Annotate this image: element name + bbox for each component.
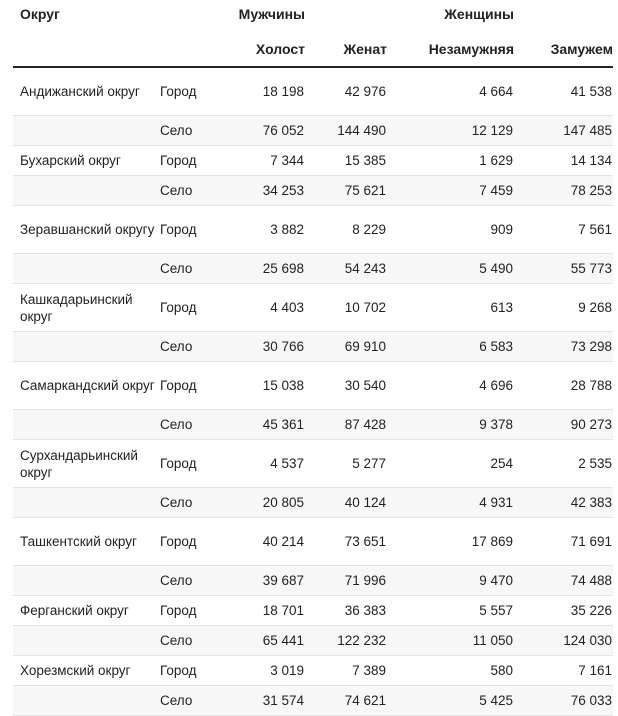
cell-single-women: 6 583 [387, 332, 514, 362]
cell-single-men: 4 537 [223, 440, 305, 488]
header-empty [305, 0, 387, 30]
table-header [13, 0, 613, 67]
cell-okrug: Бухарский округ [13, 146, 158, 176]
cell-married-women: 76 033 [514, 686, 613, 716]
table-row [13, 566, 613, 596]
cell-single-men: 34 253 [223, 176, 305, 206]
cell-married-men: 10 702 [305, 284, 387, 332]
table-row [13, 518, 613, 566]
cell-settlement-type: Село [158, 254, 223, 284]
cell-okrug [13, 566, 158, 596]
cell-settlement-type: Город [158, 518, 223, 566]
cell-married-women: 14 134 [514, 146, 613, 176]
cell-single-men: 25 698 [223, 254, 305, 284]
cell-okrug [13, 626, 158, 656]
cell-married-women: 124 030 [514, 626, 613, 656]
cell-married-women: 41 538 [514, 67, 613, 116]
table-row [13, 440, 613, 488]
cell-settlement-type: Село [158, 116, 223, 146]
cell-okrug: Кашкадарьинский округ [13, 284, 158, 332]
cell-married-men: 40 124 [305, 488, 387, 518]
cell-settlement-type: Село [158, 410, 223, 440]
marital-status-table [13, 0, 613, 716]
cell-single-men: 4 403 [223, 284, 305, 332]
cell-married-men: 30 540 [305, 362, 387, 410]
header-women: Женщины [444, 6, 514, 22]
cell-single-men: 3 882 [223, 206, 305, 254]
header-row-columns [13, 30, 613, 67]
cell-single-men: 76 052 [223, 116, 305, 146]
cell-single-women: 1 629 [387, 146, 514, 176]
table-row [13, 626, 613, 656]
table-row [13, 284, 613, 332]
table-row [13, 254, 613, 284]
cell-married-men: 7 389 [305, 656, 387, 686]
cell-married-men: 69 910 [305, 332, 387, 362]
cell-settlement-type: Город [158, 206, 223, 254]
header-married-women: Замужем [514, 30, 613, 67]
header-married-men: Женат [305, 30, 387, 67]
table-row [13, 332, 613, 362]
cell-okrug: Самаркандский округ [13, 362, 158, 410]
table-row [13, 596, 613, 626]
cell-married-men: 71 996 [305, 566, 387, 596]
cell-married-men: 122 232 [305, 626, 387, 656]
cell-settlement-type: Город [158, 284, 223, 332]
cell-settlement-type: Город [158, 146, 223, 176]
cell-okrug [13, 176, 158, 206]
header-single-women: Незамужняя [387, 30, 514, 67]
cell-single-men: 45 361 [223, 410, 305, 440]
cell-single-women: 9 470 [387, 566, 514, 596]
cell-okrug: Хорезмский округ [13, 656, 158, 686]
header-men: Мужчины [238, 6, 305, 22]
cell-married-men: 87 428 [305, 410, 387, 440]
table-row [13, 176, 613, 206]
cell-married-men: 75 621 [305, 176, 387, 206]
cell-married-women: 7 561 [514, 206, 613, 254]
cell-married-men: 15 385 [305, 146, 387, 176]
cell-okrug: Ташкентский округ [13, 518, 158, 566]
cell-single-women: 4 931 [387, 488, 514, 518]
cell-okrug: Сурхандарьинский округ [13, 440, 158, 488]
cell-single-women: 254 [387, 440, 514, 488]
cell-settlement-type: Город [158, 656, 223, 686]
cell-settlement-type: Село [158, 332, 223, 362]
table-row [13, 656, 613, 686]
cell-single-men: 7 344 [223, 146, 305, 176]
cell-single-women: 580 [387, 656, 514, 686]
cell-settlement-type: Село [158, 488, 223, 518]
cell-single-men: 18 701 [223, 596, 305, 626]
table-row [13, 410, 613, 440]
cell-married-women: 147 485 [514, 116, 613, 146]
cell-married-men: 74 621 [305, 686, 387, 716]
cell-single-men: 39 687 [223, 566, 305, 596]
table-body [13, 67, 613, 716]
cell-married-men: 8 229 [305, 206, 387, 254]
cell-settlement-type: Село [158, 686, 223, 716]
table-row [13, 146, 613, 176]
cell-single-men: 18 198 [223, 67, 305, 116]
cell-okrug: Ферганский округ [13, 596, 158, 626]
cell-okrug [13, 686, 158, 716]
cell-single-women: 9 378 [387, 410, 514, 440]
cell-single-women: 7 459 [387, 176, 514, 206]
cell-single-men: 20 805 [223, 488, 305, 518]
cell-single-women: 11 050 [387, 626, 514, 656]
header-row-groups [13, 0, 613, 30]
cell-settlement-type: Город [158, 362, 223, 410]
cell-single-men: 40 214 [223, 518, 305, 566]
cell-married-women: 74 488 [514, 566, 613, 596]
cell-okrug [13, 488, 158, 518]
table-row [13, 116, 613, 146]
cell-single-men: 15 038 [223, 362, 305, 410]
cell-settlement-type: Село [158, 566, 223, 596]
cell-married-men: 36 383 [305, 596, 387, 626]
cell-single-women: 4 664 [387, 67, 514, 116]
cell-single-women: 909 [387, 206, 514, 254]
cell-single-men: 65 441 [223, 626, 305, 656]
cell-married-men: 144 490 [305, 116, 387, 146]
cell-single-men: 3 019 [223, 656, 305, 686]
header-single-men: Холост [223, 30, 305, 67]
cell-married-men: 73 651 [305, 518, 387, 566]
cell-single-women: 613 [387, 284, 514, 332]
cell-settlement-type: Село [158, 626, 223, 656]
cell-okrug [13, 254, 158, 284]
cell-settlement-type: Село [158, 176, 223, 206]
cell-married-women: 35 226 [514, 596, 613, 626]
header-empty [514, 0, 613, 30]
cell-married-women: 71 691 [514, 518, 613, 566]
cell-married-women: 78 253 [514, 176, 613, 206]
cell-single-women: 5 490 [387, 254, 514, 284]
cell-married-women: 28 788 [514, 362, 613, 410]
cell-married-men: 54 243 [305, 254, 387, 284]
cell-single-women: 4 696 [387, 362, 514, 410]
header-empty [13, 30, 158, 67]
cell-okrug [13, 332, 158, 362]
cell-married-men: 42 976 [305, 67, 387, 116]
cell-single-women: 5 425 [387, 686, 514, 716]
cell-okrug [13, 116, 158, 146]
cell-married-women: 55 773 [514, 254, 613, 284]
header-empty [158, 0, 223, 30]
header-empty [158, 30, 223, 67]
header-okrug: Округ [20, 6, 60, 22]
cell-married-women: 7 161 [514, 656, 613, 686]
cell-settlement-type: Город [158, 67, 223, 116]
cell-married-women: 2 535 [514, 440, 613, 488]
cell-okrug: Андижанский округ [13, 67, 158, 116]
cell-single-men: 31 574 [223, 686, 305, 716]
cell-settlement-type: Город [158, 596, 223, 626]
table-row [13, 362, 613, 410]
cell-single-women: 12 129 [387, 116, 514, 146]
cell-married-women: 90 273 [514, 410, 613, 440]
cell-married-men: 5 277 [305, 440, 387, 488]
table-row [13, 488, 613, 518]
cell-single-women: 5 557 [387, 596, 514, 626]
table-row [13, 206, 613, 254]
cell-married-women: 73 298 [514, 332, 613, 362]
cell-single-women: 17 869 [387, 518, 514, 566]
cell-okrug [13, 410, 158, 440]
cell-married-women: 9 268 [514, 284, 613, 332]
cell-settlement-type: Город [158, 440, 223, 488]
cell-okrug: Зеравшанский округу [13, 206, 158, 254]
table-row [13, 67, 613, 116]
cell-married-women: 42 383 [514, 488, 613, 518]
cell-single-men: 30 766 [223, 332, 305, 362]
table-row [13, 686, 613, 716]
